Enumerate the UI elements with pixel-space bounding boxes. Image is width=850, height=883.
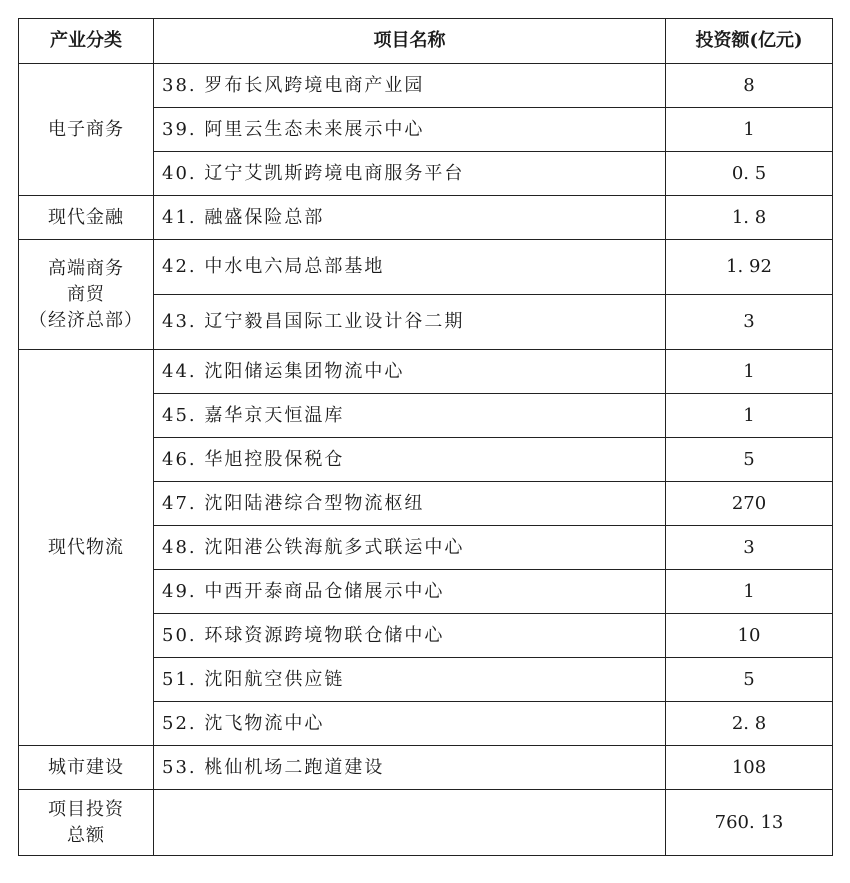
investment-amount: 10 [666, 614, 833, 658]
investment-amount: 108 [666, 746, 833, 790]
project-name: 48. 沈阳港公铁海航多式联运中心 [154, 526, 666, 570]
project-name: 50. 环球资源跨境物联仓储中心 [154, 614, 666, 658]
project-name: 51. 沈阳航空供应链 [154, 658, 666, 702]
header-project: 项目名称 [154, 19, 666, 64]
total-amount: 760. 13 [666, 790, 833, 856]
category-hq-line: （经济总部） [29, 309, 143, 331]
category-hq-line: 商贸 [67, 283, 105, 305]
header-category: 产业分类 [19, 19, 154, 64]
project-name: 46. 华旭控股保税仓 [154, 438, 666, 482]
category-urban: 城市建设 [19, 746, 154, 790]
category-headquarters [19, 240, 154, 350]
investment-amount: 0. 5 [666, 152, 833, 196]
category-ecommerce: 电子商务 [19, 64, 154, 196]
project-name: 44. 沈阳储运集团物流中心 [154, 350, 666, 394]
investment-amount: 5 [666, 658, 833, 702]
project-name: 39. 阿里云生态未来展示中心 [154, 108, 666, 152]
project-name: 53. 桃仙机场二跑道建设 [154, 746, 666, 790]
project-name: 41. 融盛保险总部 [154, 196, 666, 240]
table-row [19, 64, 833, 108]
investment-table [18, 18, 833, 856]
total-row [19, 790, 833, 856]
investment-amount: 1. 8 [666, 196, 833, 240]
investment-amount: 8 [666, 64, 833, 108]
investment-amount: 3 [666, 526, 833, 570]
project-name: 38. 罗布长风跨境电商产业园 [154, 64, 666, 108]
total-label-line: 项目投资 [48, 798, 124, 820]
investment-amount: 1 [666, 570, 833, 614]
project-name: 43. 辽宁毅昌国际工业设计谷二期 [154, 295, 666, 350]
investment-amount: 1. 92 [666, 240, 833, 295]
investment-amount: 3 [666, 295, 833, 350]
table-row [19, 240, 833, 295]
project-name: 42. 中水电六局总部基地 [154, 240, 666, 295]
project-name: 45. 嘉华京天恒温库 [154, 394, 666, 438]
total-label-line: 总额 [67, 824, 105, 846]
category-finance: 现代金融 [19, 196, 154, 240]
project-name: 47. 沈阳陆港综合型物流枢纽 [154, 482, 666, 526]
table-row [19, 350, 833, 394]
table-row [19, 196, 833, 240]
total-empty-cell [154, 790, 666, 856]
category-hq-line: 高端商务 [48, 257, 124, 279]
table-row [19, 746, 833, 790]
total-label [19, 790, 154, 856]
header-row [19, 19, 833, 64]
investment-amount: 1 [666, 350, 833, 394]
investment-amount: 5 [666, 438, 833, 482]
project-name: 40. 辽宁艾凯斯跨境电商服务平台 [154, 152, 666, 196]
header-amount: 投资额(亿元) [666, 19, 833, 64]
project-name: 49. 中西开泰商品仓储展示中心 [154, 570, 666, 614]
project-name: 52. 沈飞物流中心 [154, 702, 666, 746]
investment-amount: 2. 8 [666, 702, 833, 746]
category-logistics: 现代物流 [19, 350, 154, 746]
investment-amount: 270 [666, 482, 833, 526]
investment-amount: 1 [666, 394, 833, 438]
investment-amount: 1 [666, 108, 833, 152]
